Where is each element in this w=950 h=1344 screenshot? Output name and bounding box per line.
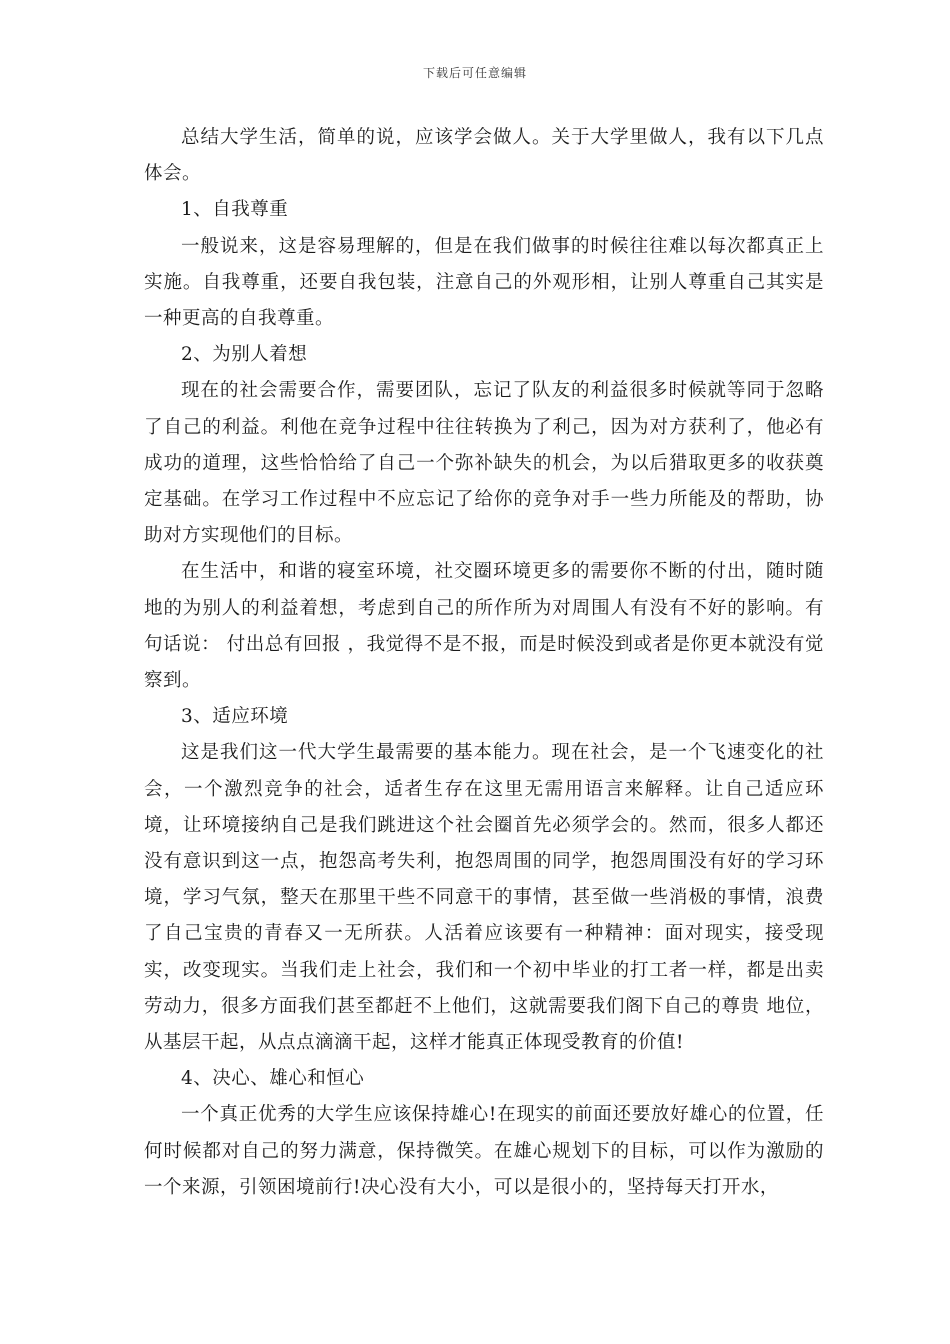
- document-body: [144, 120, 824, 1206]
- section-heading-adapt-environment: 3、适应环境: [181, 706, 289, 728]
- consider-others-paragraph-1: 现在的社会需要合作，需要团队，忘记了队友的利益很多时候就等同于忽略了自己的利益。利他在竞争过程中往往转换为了利己，因为对方获利了，他必有成功的道理，这些恰恰给了自己一个弥补缺失的机会，为以后猎取更多的收获奠定基础。在学习工作过程中不应忘记了给你的竞争对手一些力所能及的帮助，协助对方实现他们的目标。: [144, 380, 824, 547]
- self-respect-paragraph: 一般说来，这是容易理解的，但是在我们做事的时候往往难以每次都真正上实施。自我尊重，还要自我包装，注意自己的外观形相，让别人尊重自己其实是一种更高的自我尊重。: [144, 235, 824, 330]
- adapt-environment-paragraph: 这是我们这一代大学生最需要的基本能力。现在社会，是一个飞速变化的社会，一个激烈竞争的社会，适者生存在这里无需用语言来解释。让自己适应环境，让环境接纳自己是我们跳进这个社会圈首先必须学会的。然而，很多人都还没有意识到这一点，抱怨高考失利，抱怨周围的同学，抱怨周围没有好的学习环境，学习气氛，整天在那里干些不同意干的事情，甚至做一些消极的事情，浪费了自己宝贵的青春又一无所获。人活着应该要有一种精神：面对现实，接受现实，改变现实。当我们走上社会，我们和一个初中毕业的打工者一样，都是出卖劳动力，很多方面我们甚至都赶不上他们，这就需要我们阁下自己的尊贵 地位，从基层干起，从点点滴滴干起，这样才能真正体现受教育的价值!: [144, 742, 824, 1054]
- intro-paragraph: 总结大学生活，简单的说，应该学会做人。关于大学里做人，我有以下几点体会。: [144, 127, 824, 185]
- section-heading-consider-others: 2、为别人着想: [181, 344, 308, 366]
- section-heading-self-respect: 1、自我尊重: [181, 199, 289, 221]
- consider-others-paragraph-2: 在生活中，和谐的寝室环境，社交圈环境更多的需要你不断的付出，随时随地的为别人的利益着想，考虑到自己的所作所为对周围人有没有不好的影响。有句话说： 付出总有回报 ，我觉得不是不报，而是时候没到或者是你更本就没有觉察到。: [144, 561, 824, 692]
- section-heading-determination: 4、决心、雄心和恒心: [181, 1068, 365, 1090]
- determination-paragraph: 一个真正优秀的大学生应该保持雄心!在现实的前面还要放好雄心的位置，任何时候都对自己的努力满意，保持微笑。在雄心规划下的目标，可以作为激励的一个来源，引领困境前行!决心没有大小，可以是很小的，坚持每天打开水，: [144, 1104, 824, 1198]
- page-header: 下载后可任意编辑: [422, 66, 527, 80]
